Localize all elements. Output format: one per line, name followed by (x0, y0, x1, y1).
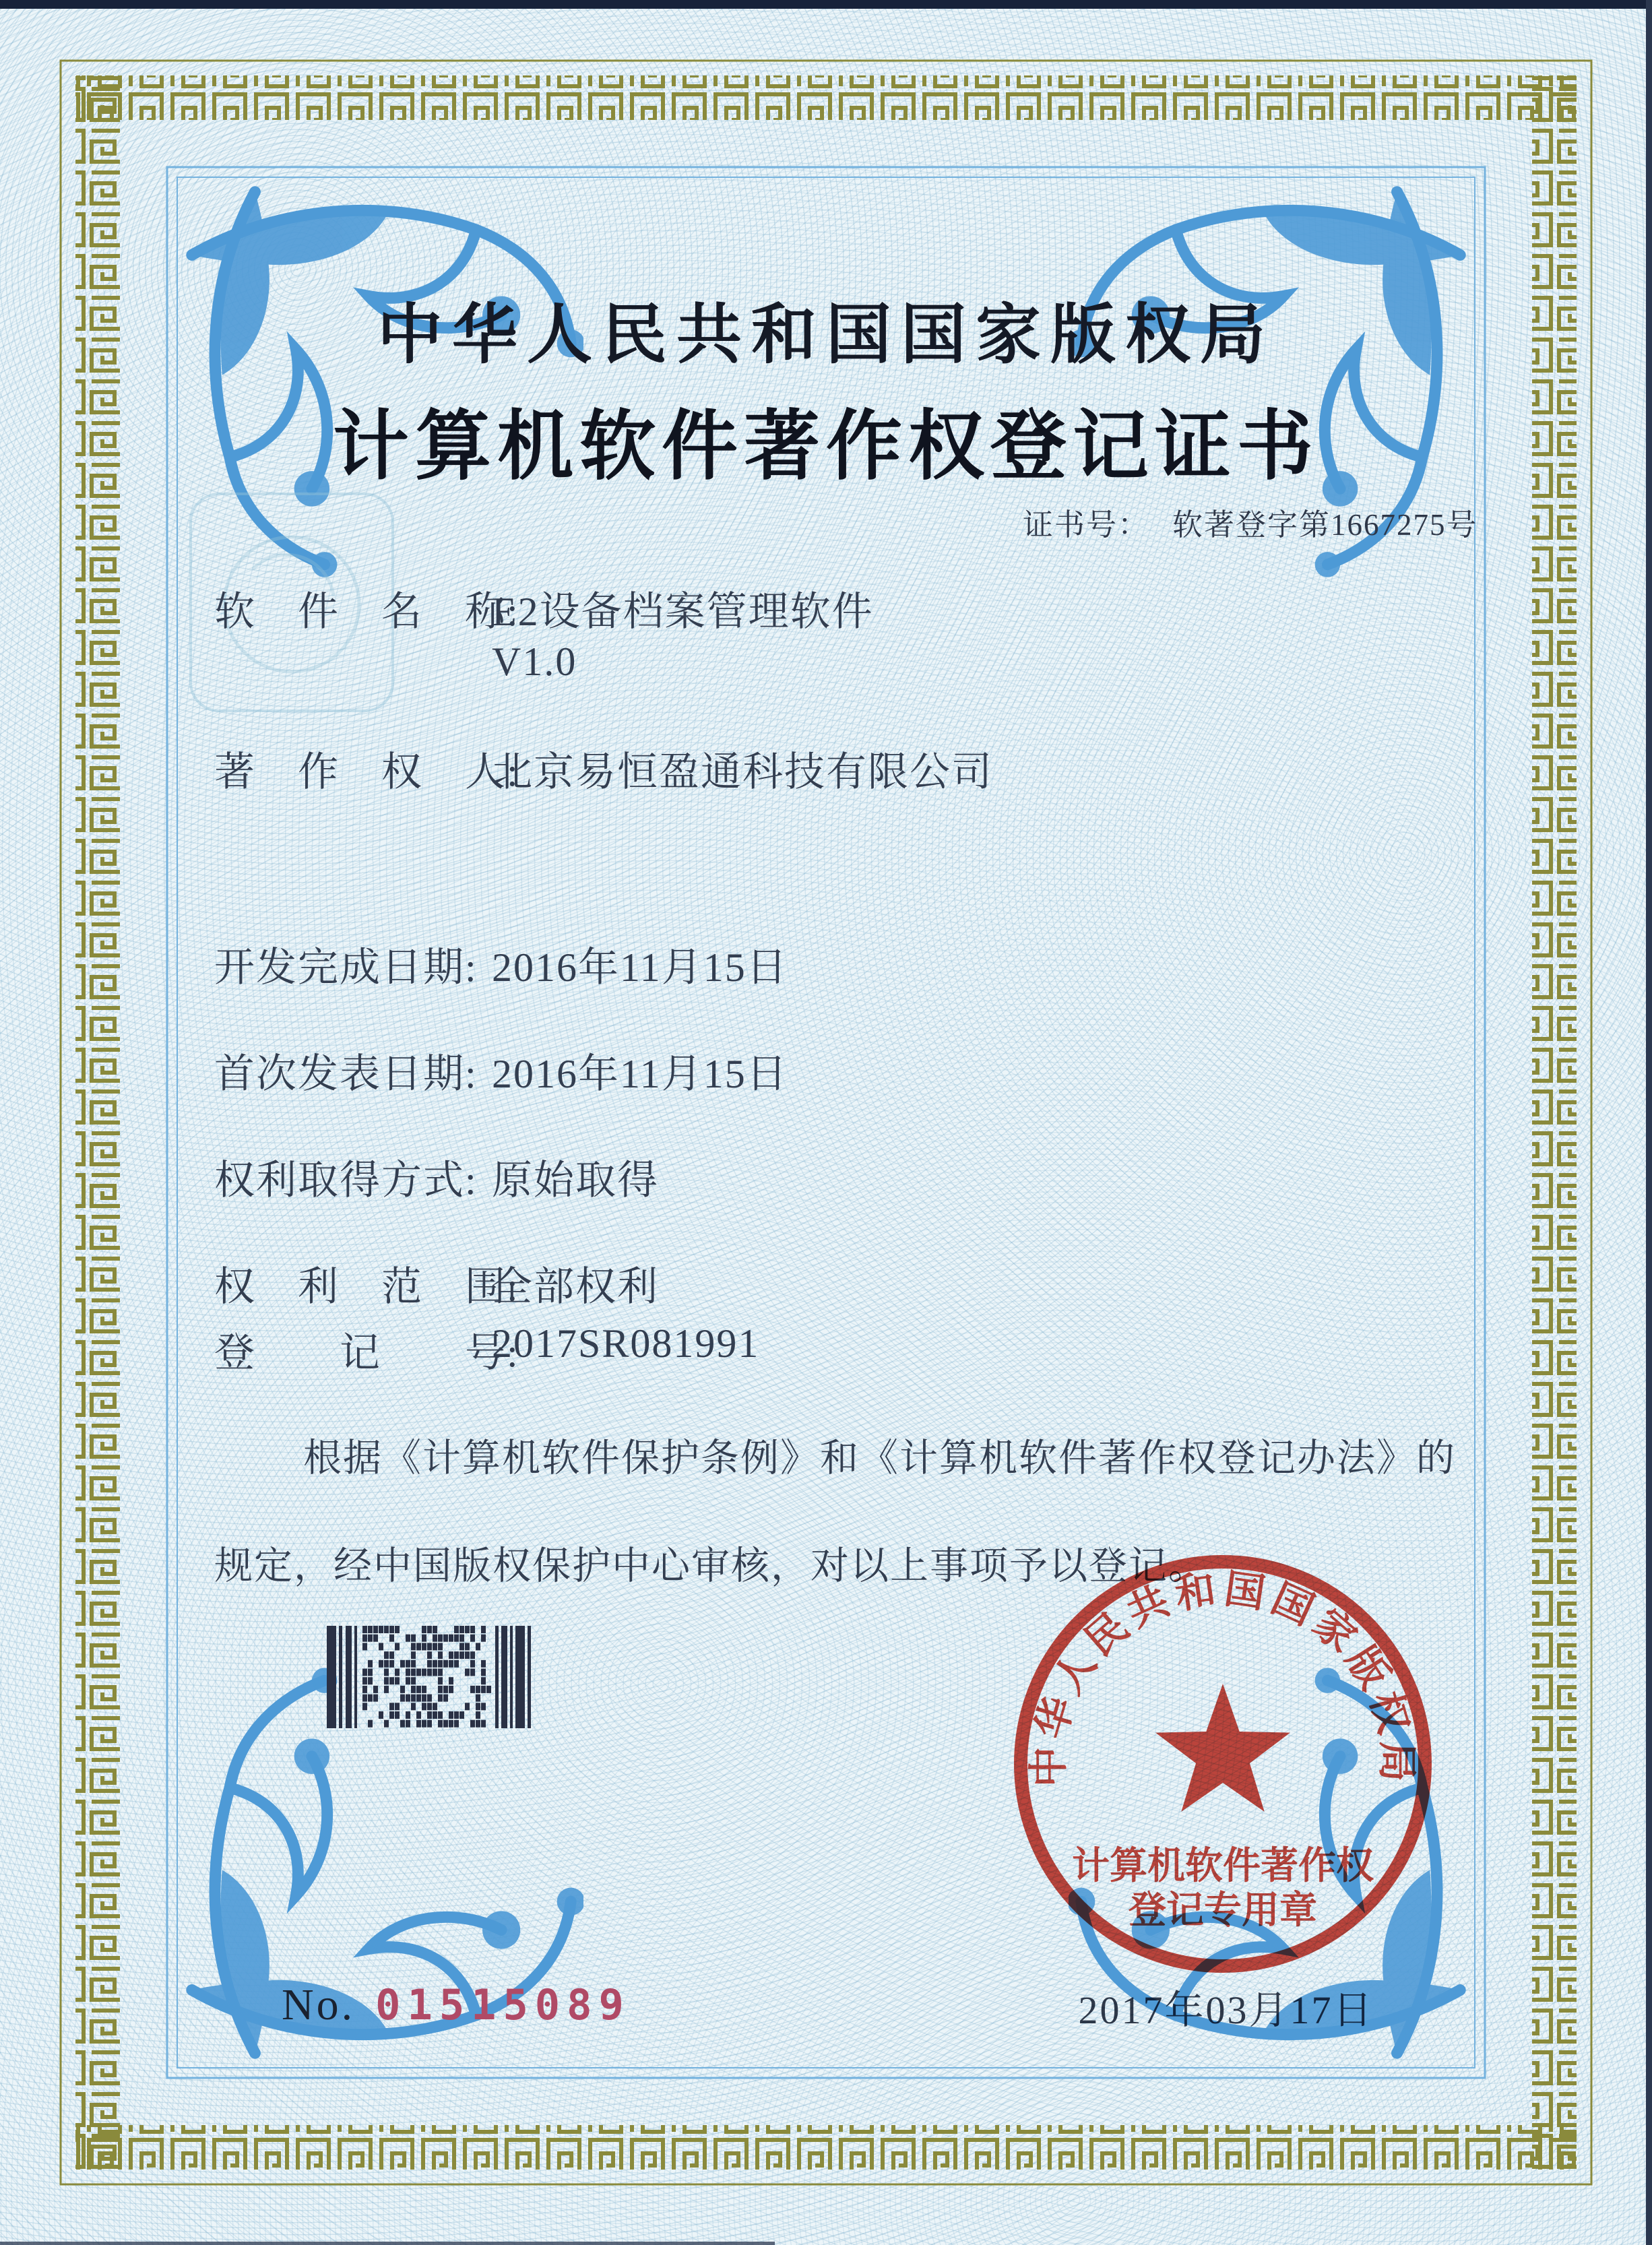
authority-title: 中华人民共和国国家版权局 (377, 299, 1275, 371)
field-software-version (0, 639, 1652, 693)
field-value: 2016年11月15日 (492, 945, 788, 990)
field-right-acquisition (0, 1148, 1652, 1202)
field-value: V1.0 (492, 639, 577, 684)
field-registration-no (0, 1321, 1652, 1374)
statement-line-1: 根据《计算机软件保护条例》和《计算机软件著作权登记办法》的 (303, 1437, 1456, 1480)
field-first-publish-date (0, 1042, 1652, 1096)
registration-seal (999, 1540, 1447, 1988)
seal-ring-text: 中华人民共和国国家版权局 (1026, 1567, 1420, 1788)
field-software-name (0, 579, 1652, 633)
certificate-number-line (1023, 500, 1478, 544)
field-value: 原始取得 (492, 1158, 659, 1203)
seal-line-1: 计算机软件著作权 (1072, 1845, 1374, 1887)
serial-prefix: No. (282, 1980, 356, 2029)
certificate-title: 计算机软件著作权登记证书 (333, 405, 1319, 489)
field-value: E2设备档案管理软件 (492, 590, 874, 634)
field-label: 开发完成日期: (214, 945, 478, 990)
serial-number: 01515089 (375, 1980, 631, 2029)
barcode (325, 1626, 540, 1728)
scan-edge-top (0, 0, 1652, 9)
scan-edge-right (1646, 0, 1652, 2245)
seal-line-2: 登记专用章 (1129, 1890, 1317, 1932)
field-value: 全部权利 (492, 1265, 659, 1309)
certificate-number-value: 软著登字第1667275号 (1172, 508, 1478, 542)
field-label: 权 利 范 围: (214, 1265, 519, 1309)
scan-edge-bottom (0, 2242, 775, 2245)
seal-date: 2017年03月17日 (1078, 1988, 1374, 2032)
serial-number-line (282, 1980, 631, 2031)
field-right-scope (0, 1255, 1652, 1308)
statement-line-2: 规定，经中国版权保护中心审核，对以上事项予以登记。 (214, 1545, 1208, 1587)
field-value: 北京易恒盈通科技有限公司 (492, 750, 993, 794)
field-label: 权利取得方式: (214, 1158, 478, 1203)
field-value: 2016年11月15日 (492, 1052, 788, 1096)
field-label: 首次发表日期: (214, 1052, 478, 1096)
field-copyright-owner (0, 740, 1652, 794)
field-label: 著 作 权 人: (214, 750, 519, 794)
field-label: 软 件 名 称: (214, 590, 519, 634)
seal-star-icon (1155, 1684, 1290, 1812)
field-dev-complete-date (0, 935, 1652, 989)
field-value: 2017SR081991 (492, 1321, 760, 1366)
certificate-number-label: 证书号： (1023, 508, 1150, 542)
field-label: 登 记 号: (214, 1331, 519, 1375)
